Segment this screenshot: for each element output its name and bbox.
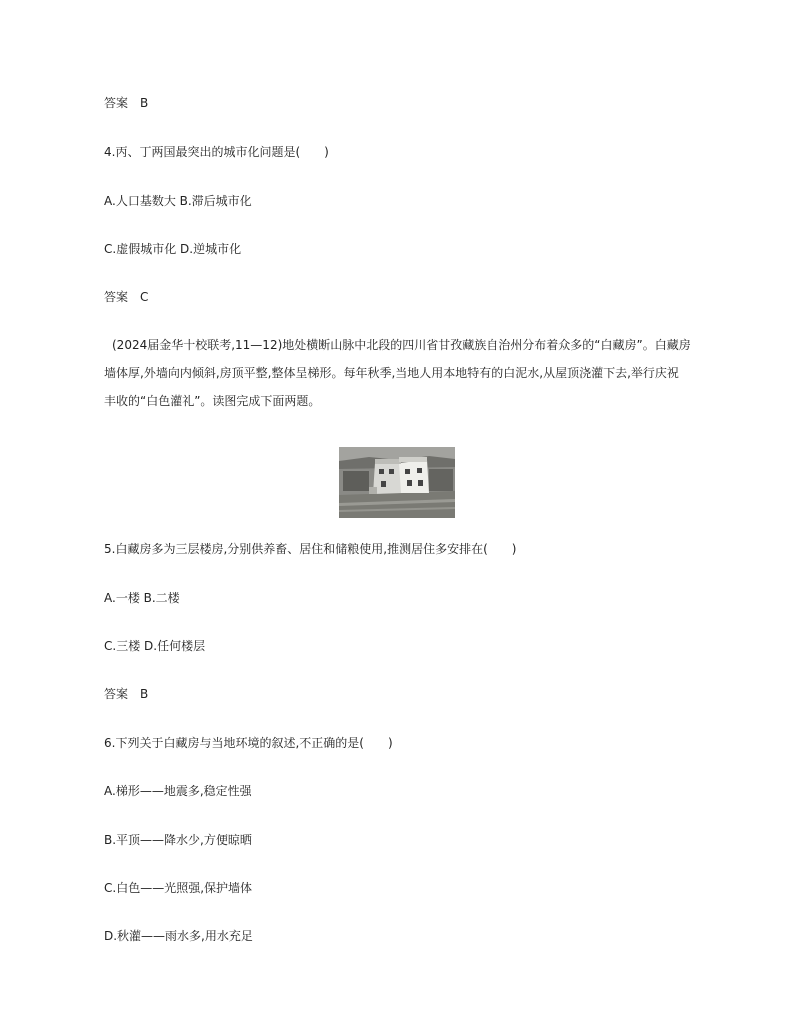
- question-6-option-a: A.梯形——地震多,稳定性强: [104, 784, 252, 798]
- question-6-option-d: D.秋灌——雨水多,用水充足: [104, 929, 253, 943]
- question-5-options-ab: A.一楼 B.二楼: [104, 591, 180, 605]
- question-4-options-cd: C.虚假城市化 D.逆城市化: [104, 242, 242, 256]
- passage-line-1: (2024届金华十校联考,11—12)地处横断山脉中北段的四川省甘孜藏族自治州分布着众多的“白藏房”。白藏房: [112, 338, 691, 352]
- question-5-stem: 5.白藏房多为三层楼房,分别供养畜、居住和储粮使用,推测居住多安排在( ): [104, 542, 517, 556]
- passage: [104, 331, 694, 415]
- answer-label: 答案 C: [104, 290, 149, 304]
- passage-line-2: 墙体厚,外墙向内倾斜,房顶平整,整体呈梯形。每年秋季,当地人用本地特有的白泥水,从屋顶浇灌下去,举行庆祝: [104, 366, 679, 380]
- question-5-options-cd: C.三楼 D.任何楼层: [104, 639, 206, 653]
- question-4-stem: 4.丙、丁两国最突出的城市化问题是( ): [104, 145, 329, 159]
- question-4-options-ab: A.人口基数大 B.滞后城市化: [104, 194, 252, 208]
- passage-line-3: 丰收的“白色灌礼”。读图完成下面两题。: [104, 394, 321, 408]
- question-6-option-c: C.白色——光照强,保护墙体: [104, 881, 253, 895]
- question-6-option-b: B.平顶——降水少,方便晾晒: [104, 833, 252, 847]
- answer-label: 答案 B: [104, 96, 149, 110]
- question-6-stem: 6.下列关于白藏房与当地环境的叙述,不正确的是( ): [104, 736, 393, 750]
- answer-label: 答案 B: [104, 687, 149, 701]
- white-tibetan-house-photo: [339, 447, 455, 518]
